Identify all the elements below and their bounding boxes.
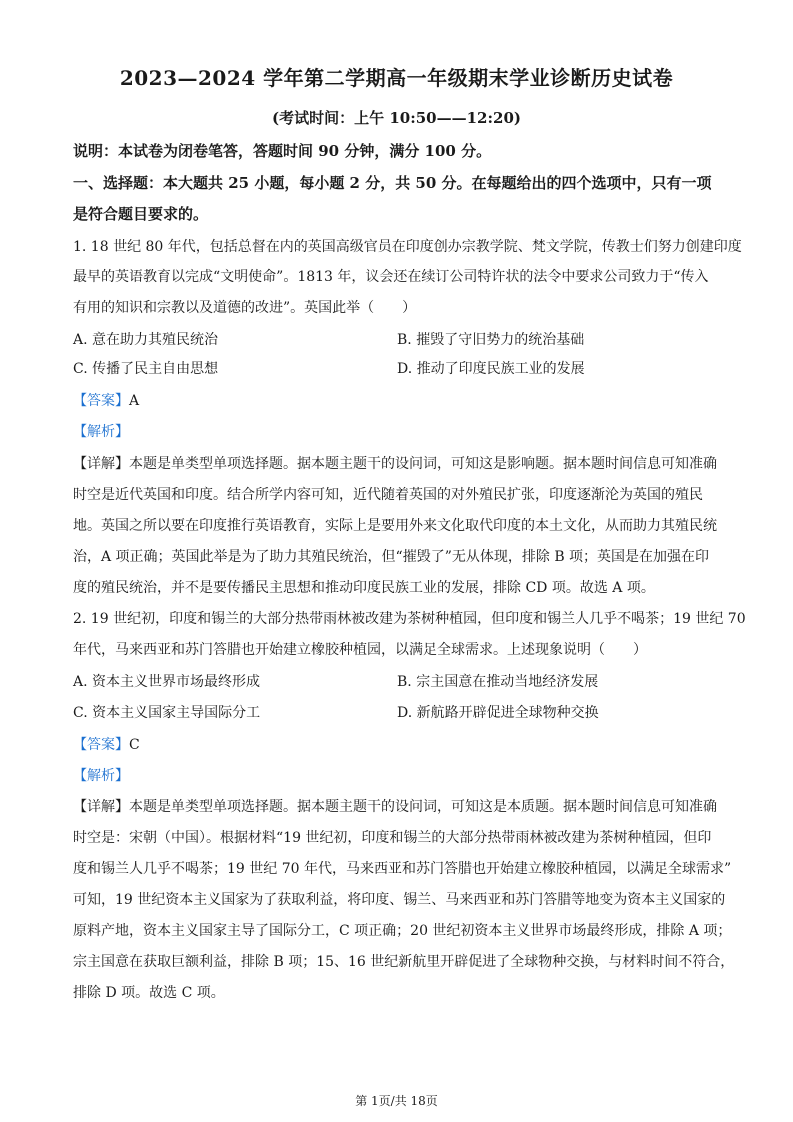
q2-detail-line <box>73 796 717 816</box>
q2-stem-line: 2. 19 世纪初，印度和锡兰的大部分热带雨林被改建为茶树种植园，但印度和锡兰人几乎不喝茶；19 世纪 70 <box>73 611 746 627</box>
q2-detail-line: 时空是：宋朝（中国）。根据材料“19 世纪初，印度和锡兰的大部分热带雨林被改建为茶树种植园，但印 <box>73 830 712 846</box>
q2-detail-line: 原料产地，资本主义国家主导了国际分工，C 项正确；20 世纪初资本主义世界市场最终形成，排除 A 项； <box>73 923 732 939</box>
section-heading-cont: 是符合题目要求的。 <box>73 205 209 223</box>
q1-option-d: D. 推动了印度民族工业的发展 <box>397 361 585 377</box>
q1-stem-line: 1. 18 世纪 80 年代，包括总督在内的英国高级官员在印度创办宗教学院、梵文学院，传教士们努力创建印度 <box>73 239 742 255</box>
analysis-tag: 【解析】 <box>73 424 129 440</box>
q1-answer <box>73 390 139 410</box>
q2-detail-line: 度和锡兰人几乎不喝茶；19 世纪 70 年代，马来西亚和苏门答腊也开始建立橡胶种植园，以满足全球需求” <box>73 861 732 877</box>
q2-answer <box>73 734 140 754</box>
section-heading: 一、选择题：本大题共 25 小题，每小题 2 分，共 50 分。在每题给出的四个选项中，只有一项 <box>73 174 712 192</box>
q2-option-a: A. 资本主义世界市场最终形成 <box>73 674 261 690</box>
q1-stem-line: 最早的英语教育以完成“文明使命”。1813 年，议会还在续订公司特许状的法令中要求公司致力于“传入 <box>73 269 709 285</box>
answer-tag: 【答案】 <box>73 737 129 753</box>
q2-stem-line: 年代，马来西亚和苏门答腊也开始建立橡胶种植园，以满足全球需求。上述现象说明（ ） <box>73 642 647 658</box>
detail-text: 本题是单类型单项选择题。据本题主题干的设问词，可知这是本质题。据本题时间信息可知准确 <box>129 799 717 815</box>
detail-tag: 【详解】 <box>73 456 129 472</box>
exam-time: (考试时间：上午 10:50——12:20) <box>272 109 521 127</box>
q2-detail-line: 排除 D 项。故选 C 项。 <box>73 985 225 1001</box>
detail-text: 本题是单类型单项选择题。据本题主题干的设问词，可知这是影响题。据本题时间信息可知准确 <box>129 456 717 472</box>
exam-title: 2023—2024 学年第二学期高一年级期末学业诊断历史试卷 <box>119 66 674 90</box>
q2-detail-line: 宗主国意在获取巨额利益，排除 B 项；15、16 世纪新航里开辟促进了全球物种交换，与材料时间不符合， <box>73 954 735 970</box>
answer-value: A <box>129 393 140 409</box>
analysis-tag: 【解析】 <box>73 768 129 784</box>
detail-tag: 【详解】 <box>73 799 129 815</box>
q1-detail-line <box>73 453 717 473</box>
answer-value: C <box>129 737 140 753</box>
q2-option-c: C. 资本主义国家主导国际分工 <box>73 705 261 721</box>
q1-detail-line: 地。英国之所以要在印度推行英语教育，实际上是要用外来文化取代印度的本土文化，从而助力其殖民统 <box>73 518 717 534</box>
page-number: 第 1页/共 18页 <box>355 1094 438 1108</box>
instruction-text: 说明：本试卷为闭卷笔答，答题时间 90 分钟，满分 100 分。 <box>73 142 492 160</box>
q2-detail-line: 可知，19 世纪资本主义国家为了获取利益，将印度、锡兰、马来西亚和苏门答腊等地变为资本主义国家的 <box>73 892 726 908</box>
q2-analysis <box>73 765 129 785</box>
q1-stem-line: 有用的知识和宗教以及道德的改进”。英国此举（ ） <box>73 300 417 316</box>
q1-detail-line: 时空是近代英国和印度。结合所学内容可知，近代随着英国的对外殖民扩张，印度逐渐沦为英国的殖民 <box>73 487 703 503</box>
q1-option-b: B. 摧毁了守旧势力的统治基础 <box>397 332 585 348</box>
answer-tag: 【答案】 <box>73 393 129 409</box>
q1-option-a: A. 意在助力其殖民统治 <box>73 332 219 348</box>
q2-option-d: D. 新航路开辟促进全球物种交换 <box>397 705 599 721</box>
q1-detail-line: 度的殖民统治，并不是要传播民主思想和推动印度民族工业的发展，排除 CD 项。故选 A 项。 <box>73 580 655 596</box>
q1-analysis <box>73 421 129 441</box>
q1-option-c: C. 传播了民主自由思想 <box>73 361 219 377</box>
q1-detail-line: 治，A 项正确；英国此举是为了助力其殖民统治，但“摧毁了”无从体现，排除 B 项；英国是在加强在印 <box>73 549 710 565</box>
q2-option-b: B. 宗主国意在推动当地经济发展 <box>397 674 599 690</box>
